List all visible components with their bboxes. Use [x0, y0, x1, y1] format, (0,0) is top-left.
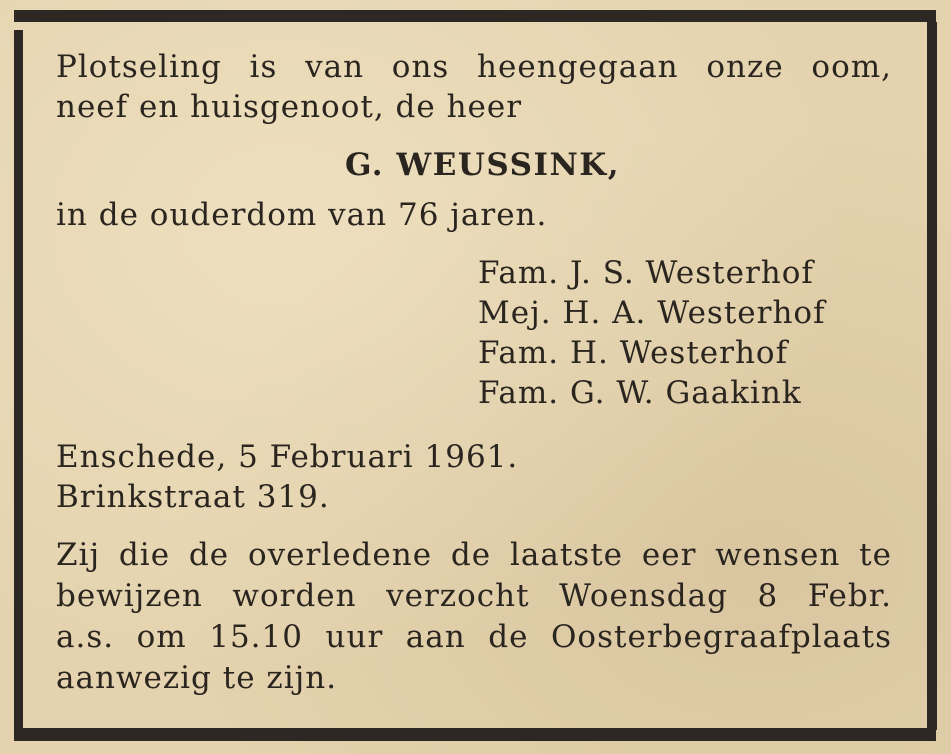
funeral-line-3: a.s. om 15.10 uur aan de Oosterbegraafplaats [56, 619, 892, 655]
family-member-3: Fam. H. Westerhof [478, 335, 789, 371]
border-left-rule [14, 30, 23, 730]
funeral-line-1: Zij die de overledene de laatste eer wensen te [56, 537, 892, 573]
address: Brinkstraat 319. [56, 479, 330, 515]
family-member-4: Fam. G. W. Gaakink [478, 375, 802, 411]
funeral-line-2: bewijzen worden verzocht Woensdag 8 Febr. [56, 578, 892, 614]
intro-line-1: Plotseling is van ons heengegaan onze oom, [56, 49, 892, 85]
border-top-rule [14, 10, 936, 22]
age-line: in de ouderdom van 76 jaren. [56, 197, 548, 233]
funeral-line-4: aanwezig te zijn. [56, 660, 338, 696]
intro-line-2: neef en huisgenoot, de heer [56, 89, 523, 125]
border-bottom-rule [14, 728, 936, 741]
family-member-1: Fam. J. S. Westerhof [478, 255, 814, 291]
border-right-rule [927, 22, 937, 730]
family-member-2: Mej. H. A. Westerhof [478, 295, 826, 331]
place-date: Enschede, 5 Februari 1961. [56, 439, 519, 475]
deceased-name: G. WEUSSINK, [344, 147, 621, 183]
